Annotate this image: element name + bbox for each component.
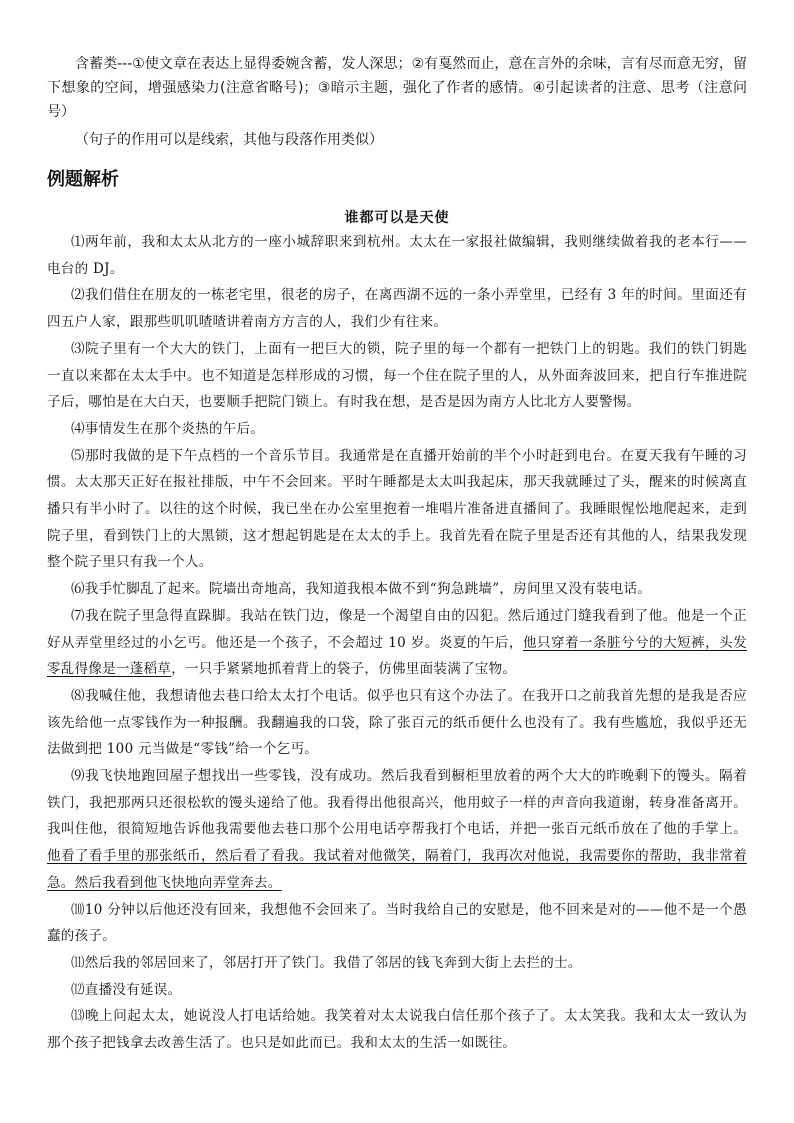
paragraph-5: ⑸那时我做的是下午点档的一个音乐节目。我通常是在直播开始前的半个小时赶到电台。在夏天我有午睡的习惯。太太那天正好在报社排版，中午不会回来。平时午睡都是太太叫我起床，那天我就睡过了头，醒来的时候离直播只有半小时了。以往的这个时候，我已坐在办公室里抱着一堆唱片准备进直播间了。我睡眼惺忪地爬起来，走到院子里，看到铁门上的大黑锁，这才想起钥匙是在太太的手上。我首先看在院子里是否还有其他的人，结果我发现整个院子里只有我一个人。 (47, 447, 747, 571)
intro-note: （句子的作用可以是线索，其他与段落作用类似） (75, 132, 383, 148)
paragraph-7-underlined: 他只穿着一条脏兮兮的大短裤，头发零乱得像是一蓬稻草 (47, 634, 747, 678)
section-heading: 例题解析 (47, 169, 119, 190)
paragraph-2: ⑵我们借住在朋友的一栋老宅里，很老的房子，在离西湖不远的一条小弄堂里，已经有 3 年的时间。里面还有四五户人家，跟那些叽叽喳喳讲着南方方言的人，我们少有往来。 (47, 287, 747, 331)
paragraph-8: ⑻我喊住他，我想请他去巷口给太太打个电话。似乎也只有这个办法了。在我开口之前我首先想的是我是否应该先给他一点零钱作为一种报酬。我翻遍我的口袋，除了张百元的纸币便什么也没有了。我有些尴尬，我似乎还无法做到把 100 元当做是“零钱”给一个乞丐。 (47, 687, 747, 758)
paragraph-7-text-b: ，一只手紧紧地抓着背上的袋子，仿佛里面装满了宝物。 (171, 661, 517, 678)
paragraph-1: ⑴两年前，我和太太从北方的一座小城辞职来到杭州。太太在一家报社做编辑，我则继续做着我的老本行——电台的 DJ。 (47, 234, 747, 277)
paragraph-7-text-a: ⑺我在院子里急得直跺脚。我站在铁门边，像是一个渴望自由的囚犯。然后通过门缝我看到了他。他是一个正好从弄堂里经过的小乞丐。他还是一个孩子，不会超过 10 岁。炎夏的午后， (47, 607, 747, 651)
paragraph-6: ⑹我手忙脚乱了起来。院墙出奇地高，我知道我根本做不到“狗急跳墙”，房间里又没有装电话。 (71, 581, 652, 598)
paragraph-11: ⑾然后我的邻居回来了，邻居打开了铁门。我借了邻居的钱飞奔到大街上去拦的士。 (71, 954, 582, 971)
paragraph-10: ⑽10 分钟以后他还没有回来，我想他不会回来了。当时我给自己的安慰是，他不回来是对的——他不是一个愚蠢的孩子。 (47, 901, 747, 945)
paragraph-7 (47, 603, 747, 683)
paragraph-12: ⑿直播没有延误。 (71, 981, 182, 998)
paragraph-3: ⑶院子里有一个大大的铁门，上面有一把巨大的锁，院子里的每一个都有一把铁门上的钥匙。我们的铁门钥匙一直以来都在太太手中。也不知道是怎样形成的习惯，每一个住在院子里的人，从外面奔波回来，把自行车推进院子后，哪怕是在大白天，也要顺手把院门锁上。有时我在想，是否是因为南方人比北方人要警惕。 (47, 340, 747, 411)
paragraph-4: ⑷事情发生在那个炎热的午后。 (71, 420, 265, 437)
article-body (47, 229, 747, 1057)
intro-text: 含蓄类---①使文章在表达上显得委婉含蓄，发人深思；②有戛然而止，意在言外的余味，言有尽而意无穷，留下想象的空间，增强感染力(注意省略号)；③暗示主题，强化了作者的感情。④引起读者的注意、思考（注意问号） (47, 56, 747, 120)
paragraph-9-text-a: ⑼我飞快地跑回屋子想找出一些零钱，没有成功。然后我看到橱柜里放着的两个大大的昨晚剩下的馒头。隔着铁门，我把那两只还很松软的馒头递给了他。我看得出他很高兴，他用蚊子一样的声音向我道谢，转身准备离开。我叫住他，很简短地告诉他我需要他去巷口那个公用电话亭帮我打个电话，并把一张百元纸币放在了他的手掌上。 (47, 768, 747, 838)
intro-paragraph (47, 52, 747, 124)
article-title: 谁都可以是天使 (344, 210, 450, 226)
paragraph-9 (47, 763, 747, 897)
paragraph-9-underlined: 他看了看手里的那张纸币，然后看了看我。我试着对他微笑，隔着门，我再次对他说，我需要你的帮助，我非常着急。然后我看到他飞快地向弄堂奔去。 (47, 848, 747, 891)
paragraph-13: ⒀晚上问起太太，她说没人打电话给她。我笑着对太太说我白信任那个孩子了。太太笑我。我和太太一致认为那个孩子把钱拿去改善生活了。也只是如此而已。我和太太的生活一如既往。 (47, 1008, 747, 1052)
